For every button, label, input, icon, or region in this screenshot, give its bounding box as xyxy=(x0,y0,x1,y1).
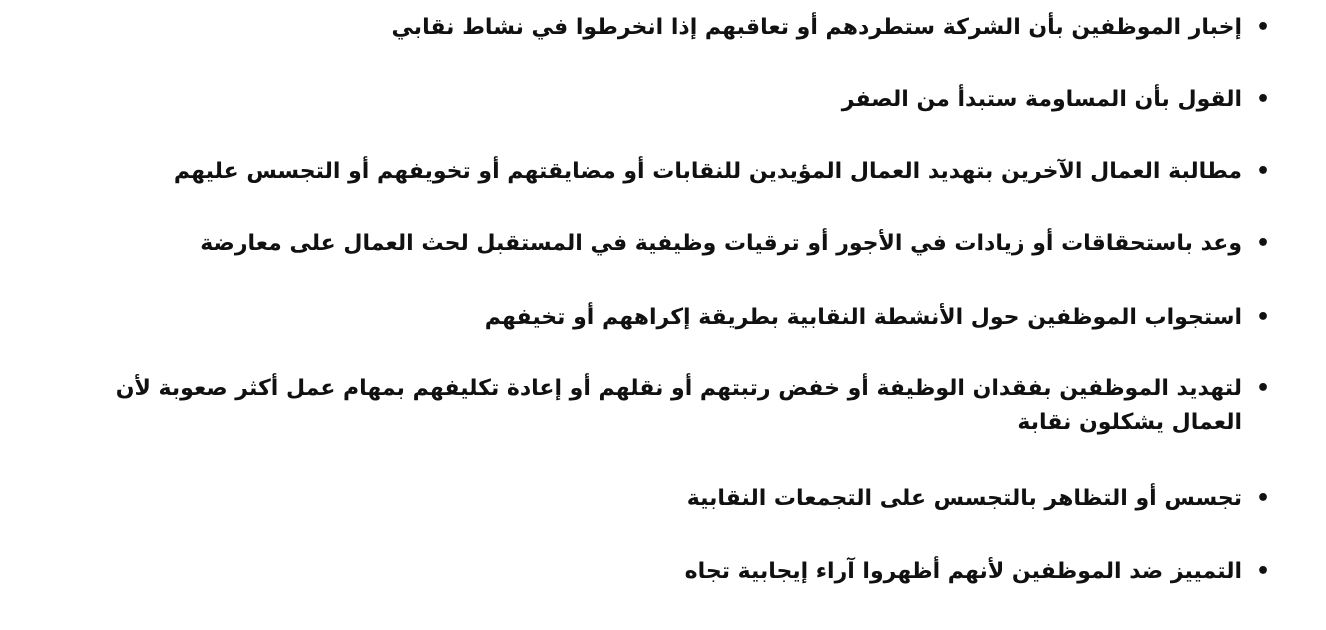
list-item-text: القول بأن المساومة ستبدأ من الصفر xyxy=(841,87,1242,112)
list-item xyxy=(100,301,1270,335)
bullet-icon: • xyxy=(1255,305,1270,330)
list-item xyxy=(100,555,1270,589)
bullet-icon: • xyxy=(1255,15,1270,40)
list-item-text: مطالبة العمال الآخرين بتهديد العمال المؤيدين للنقابات أو مضايقتهم أو تخويفهم أو التجسس عليهم xyxy=(173,159,1242,184)
list-item xyxy=(100,155,1270,189)
bullet-icon: • xyxy=(1255,559,1270,584)
bullet-icon: • xyxy=(1255,159,1270,184)
bullet-icon: • xyxy=(1255,486,1270,511)
list-item xyxy=(100,482,1270,516)
bullet-icon: • xyxy=(1255,231,1270,256)
list-item-text: إخبار الموظفين بأن الشركة ستطردهم أو تعاقبهم إذا انخرطوا في نشاط نقابي xyxy=(391,15,1242,40)
list-item-text: لتهديد الموظفين بفقدان الوظيفة أو خفض رتبتهم أو نقلهم أو إعادة تكليفهم بمهام عمل أكثر صعوبة لأن العمال يشكلون نقابة xyxy=(115,376,1242,435)
bullet-icon: • xyxy=(1255,87,1270,112)
list-item xyxy=(100,372,1270,440)
list-item xyxy=(100,83,1270,117)
list-item xyxy=(100,11,1270,45)
bullet-icon: • xyxy=(1255,376,1270,401)
list-item-text: وعد باستحقاقات أو زيادات في الأجور أو ترقيات وظيفية في المستقبل لحث العمال على معارضة xyxy=(200,231,1242,256)
list-item-text: استجواب الموظفين حول الأنشطة النقابية بطريقة إكراههم أو تخيفهم xyxy=(484,305,1242,330)
list-item-text: التمييز ضد الموظفين لأنهم أظهروا آراء إيجابية تجاه xyxy=(684,559,1242,584)
list-item xyxy=(100,227,1270,261)
list-item-text: تجسس أو التظاهر بالتجسس على التجمعات النقابية xyxy=(686,486,1242,511)
